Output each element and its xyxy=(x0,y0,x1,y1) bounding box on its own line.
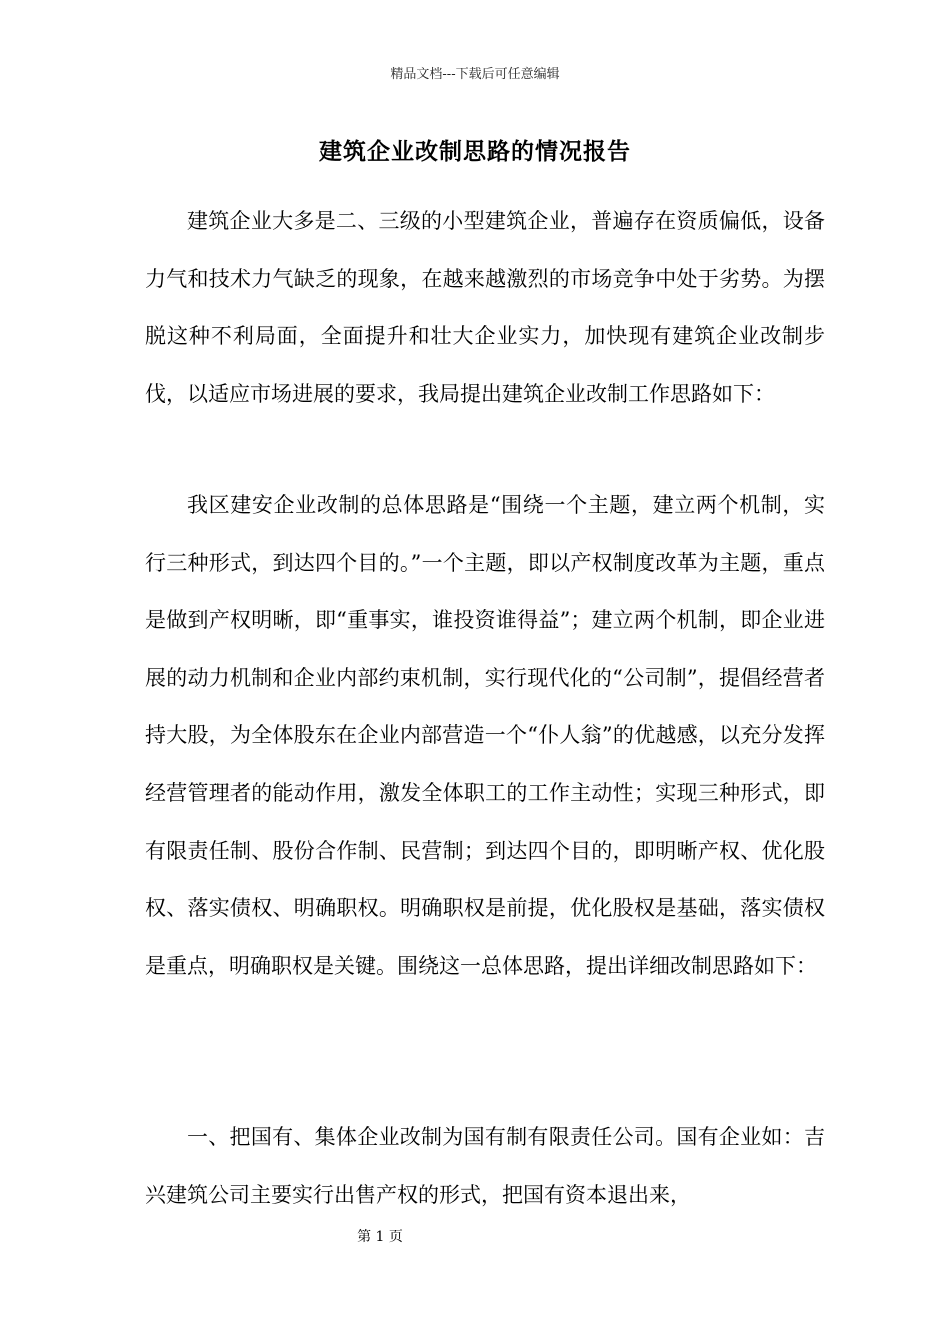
page-header: 精品文档---下载后可任意编辑 xyxy=(390,67,560,82)
paragraph-overall-approach: 我区建安企业改制的总体思路是“围绕一个主题，建立两个机制，实行三种形式，到达四个目的。”一个主题，即以产权制度改革为主题，重点是做到产权明晰，即“重事实，谁投资谁得益”；建立两个机制，即企业进展的动力机制和企业内部约束机制，实行现代化的“公司制”，提倡经营者持大股，为全体股东在企业内部营造一个“仆人翁”的优越感，以充分发挥经营管理者的能动作用，激发全体职工的工作主动性；实现三种形式，即有限责任制、股份合作制、民营制；到达四个目的，即明晰产权、优化股权、落实债权、明确职权。明确职权是前提，优化股权是基础，落实债权是重点，明确职权是关键。围绕这一总体思路，提出详细改制思路如下： xyxy=(145,493,825,978)
document-title: 建筑企业改制思路的情况报告 xyxy=(319,138,631,165)
page-number: 第 1 页 xyxy=(357,1229,403,1245)
paragraph-section-one: 一、把国有、集体企业改制为国有制有限责任公司。国有企业如：吉兴建筑公司主要实行出售产权的形式，把国有资本退出来， xyxy=(145,1125,825,1207)
paragraph-intro: 建筑企业大多是二、三级的小型建筑企业，普遍存在资质偏低，设备力气和技术力气缺乏的现象，在越来越激烈的市场竞争中处于劣势。为摆脱这种不利局面，全面提升和壮大企业实力，加快现有建筑企业改制步伐，以适应市场进展的要求，我局提出建筑企业改制工作思路如下： xyxy=(145,209,825,406)
